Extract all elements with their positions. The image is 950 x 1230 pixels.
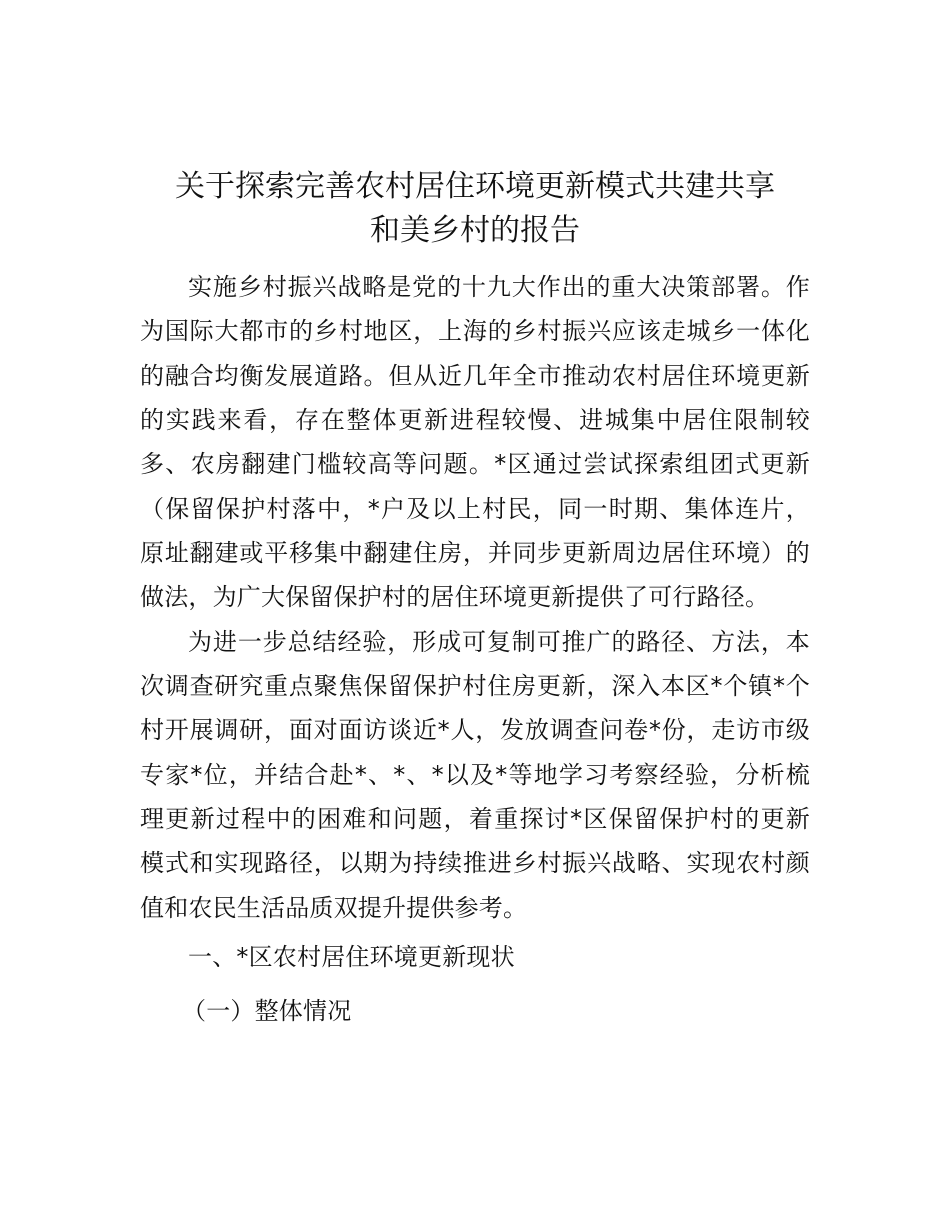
document-title-line-2: 和美乡村的报告: [370, 213, 580, 248]
paragraph-1-line-6: （保留保护村落中，*户及以上村民，同一时期、集体连片，: [140, 495, 810, 523]
paragraph-1-line-8: 做法，为广大保留保护村的居住环境更新提供了可行路径。: [140, 583, 770, 611]
paragraph-2-line-1: 为进一步总结经验，形成可复制可推广的路径、方法，本: [188, 628, 810, 656]
paragraph-2-line-4: 专家*位，并结合赴*、*、*以及*等地学习考察经验，分析梳: [140, 761, 810, 789]
document-title-line-1: 关于探索完善农村居住环境更新模式共建共享: [175, 169, 775, 204]
paragraph-1-line-3: 的融合均衡发展道路。但从近几年全市推动农村居住环境更新: [140, 362, 810, 390]
paragraph-2-line-6: 模式和实现路径，以期为持续推进乡村振兴战略、实现农村颜: [140, 849, 810, 877]
paragraph-1-line-2: 为国际大都市的乡村地区，上海的乡村振兴应该走城乡一体化: [140, 317, 810, 345]
paragraph-1-line-7: 原址翻建或平移集中翻建住房，并同步更新周边居住环境）的: [140, 539, 810, 567]
paragraph-2-line-5: 理更新过程中的困难和问题，着重探讨*区保留保护村的更新: [140, 805, 810, 833]
paragraph-1-line-5: 多、农房翻建门槛较高等问题。*区通过尝试探索组团式更新: [140, 450, 810, 478]
paragraph-2-line-7: 值和农民生活品质双提升提供参考。: [140, 894, 528, 922]
paragraph-1-line-4: 的实践来看，存在整体更新进程较慢、进城集中居住限制较: [140, 406, 810, 434]
paragraph-2-line-3: 村开展调研，面对面访谈近*人，发放调查问卷*份，走访市级: [140, 716, 810, 744]
subsection-heading: （一）整体情况: [182, 997, 352, 1025]
paragraph-2-line-2: 次调查研究重点聚焦保留保护村住房更新，深入本区*个镇*个: [140, 672, 810, 700]
section-heading: 一、*区农村居住环境更新现状: [188, 943, 515, 971]
paragraph-1-line-1: 实施乡村振兴战略是党的十九大作出的重大决策部署。作: [188, 273, 810, 301]
